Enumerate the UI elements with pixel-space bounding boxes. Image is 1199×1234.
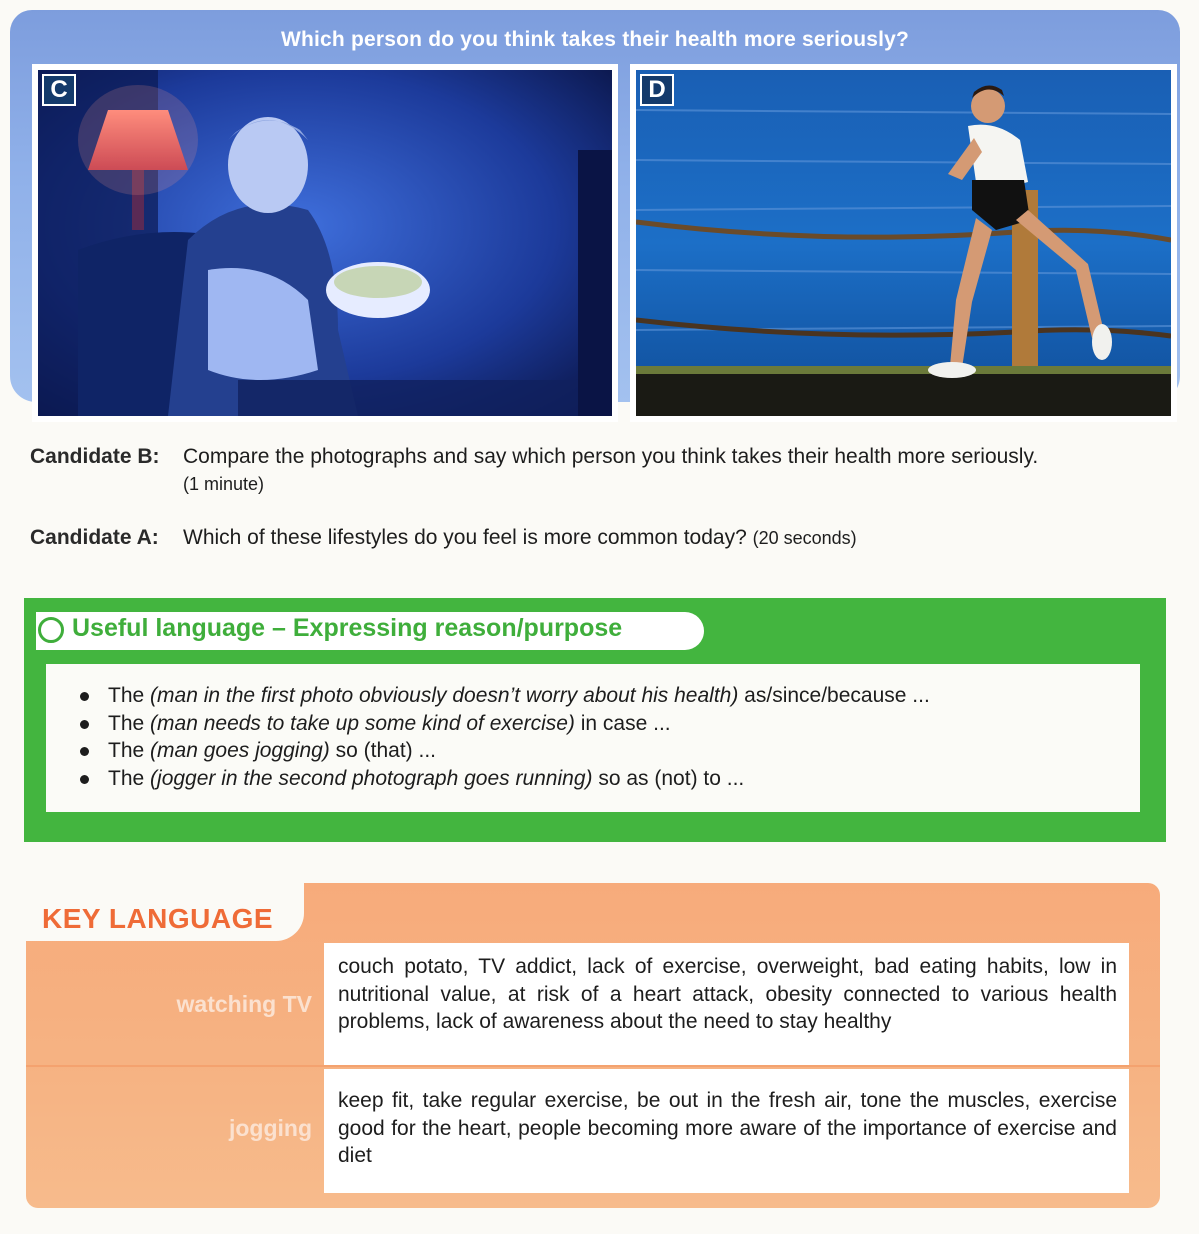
item-italic: (man needs to take up some kind of exercise) [150,711,575,735]
key-language-title: KEY LANGUAGE [42,903,274,934]
candidate-a-text: Which of these lifestyles do you feel is more common today? [183,526,747,549]
candidate-b-label: Candidate B: [30,445,160,468]
candidate-b-time: (1 minute) [183,474,265,494]
item-prefix: The [108,684,151,707]
item-suffix: in case ... [574,711,671,735]
key-divider [26,1065,1160,1067]
item-italic: (man goes jogging) [150,739,330,762]
jogger-photo-icon [636,70,1171,416]
photo-d [630,64,1177,422]
key-row-text-jogging: keep fit, take regular exercise, be out in the fresh air, tone the muscles, exercise good for the heart, people becoming more aware of the importance of exercise and diet [324,1069,1129,1193]
candidate-a-time: (20 seconds) [752,528,857,548]
list-item [58,682,930,710]
photo-letter-c: C [42,74,76,106]
item-suffix: as/since/because ... [738,684,930,707]
item-suffix: so (that) ... [329,739,437,762]
candidate-b-prompt [30,443,1170,499]
panel-title: Which person do you think takes their health more seriously? [280,28,910,51]
key-row-label-jogging: jogging [228,1115,312,1141]
candidate-a-label: Candidate A: [30,526,159,549]
list-item [58,737,930,765]
tv-watcher-photo-icon [38,70,612,416]
candidate-a-line [183,524,857,552]
photo-c [32,64,618,422]
key-row-label-watching-tv: watching TV [176,991,312,1017]
item-italic: (jogger in the second photograph goes running) [150,766,593,790]
list-item [58,765,930,793]
candidate-b-text: Compare the photographs and say which person you think takes their health more seriously. [183,445,1039,468]
photo-panel [10,10,1180,402]
useful-language-content [46,664,1140,812]
list-item [58,710,930,738]
item-prefix: The [108,711,151,735]
candidate-a-prompt [30,524,1170,554]
photo-letter-d: D [640,74,674,106]
item-italic: (man in the first photo obviously doesn’t worry about his health) [150,684,739,707]
useful-language-list [58,682,930,792]
key-row-text-watching-tv: couch potato, TV addict, lack of exercise, overweight, bad eating habits, low in nutritional value, at risk of a heart attack, obesity connected to various health problems, lack of awareness about the need to stay healthy [324,943,1129,1065]
item-prefix: The [108,766,151,790]
circle-icon [38,617,64,643]
useful-language-title: Useful language – Expressing reason/purpose [72,614,623,642]
item-prefix: The [108,739,151,762]
item-suffix: so as (not) to ... [592,766,745,790]
key-language-box [26,883,1160,1208]
useful-language-box [24,598,1166,842]
